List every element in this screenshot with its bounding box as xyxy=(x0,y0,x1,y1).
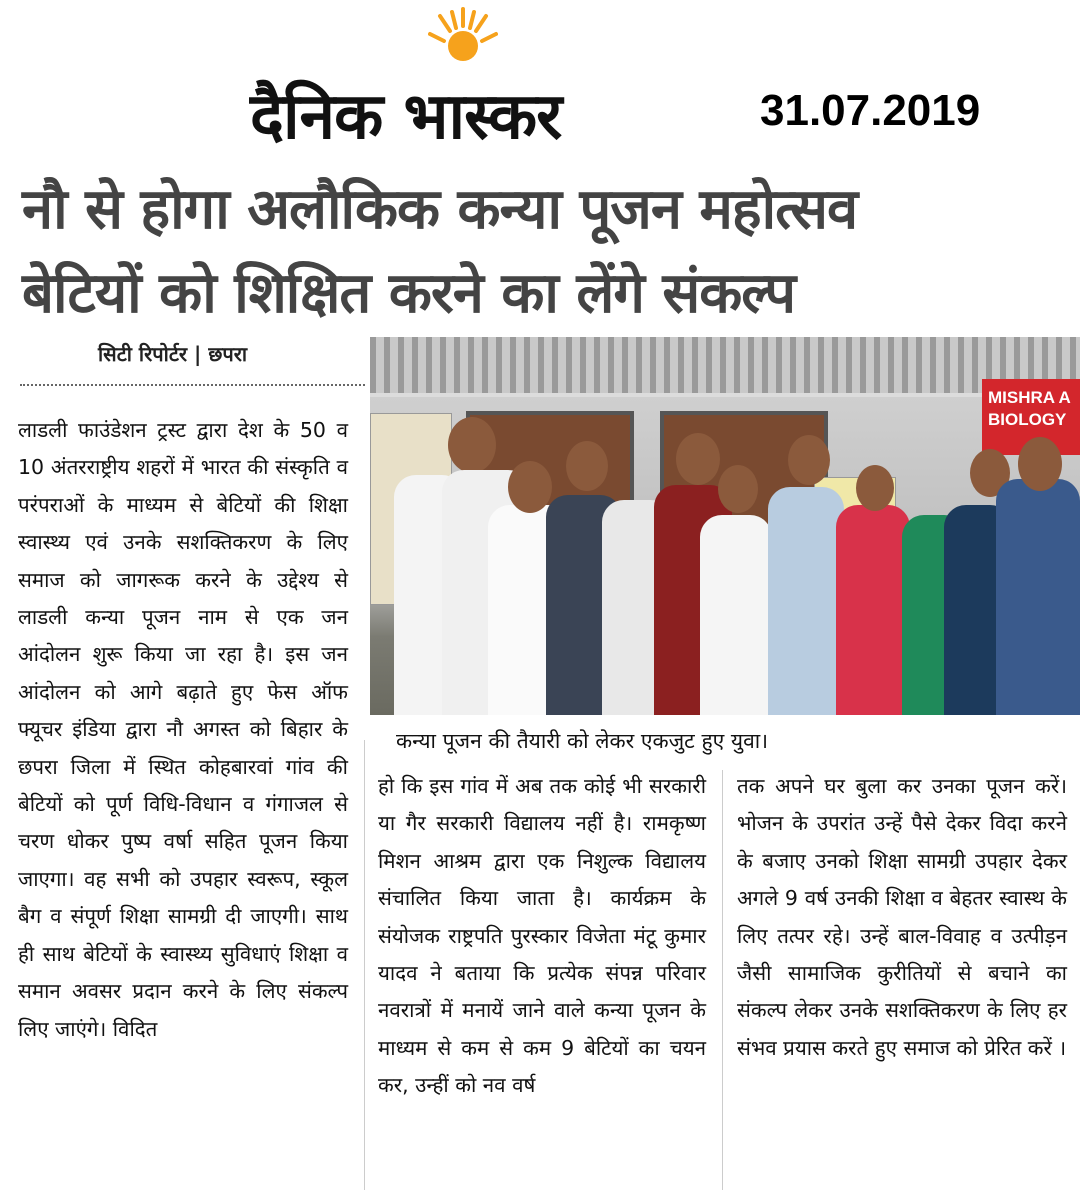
photo-person xyxy=(768,487,844,715)
article-column-2: हो कि इस गांव में अब तक कोई भी सरकारी या गैर सरकारी विद्यालय नहीं है। रामकृष्ण मिशन आश्रम द्वारा एक निशुल्क विद्यालय संचालित किया जाता है। कार्यक्रम के संयोजक राष्ट्रपति पुरस्कार विजेता मंटू कुमार यादव ने बताया कि प्रत्येक संपन्न परिवार नवरात्रों में मनायें जाने वाले कन्या पूजन के माध्यम से कम से कम 9 बेटियों का चयन कर, उन्हीं को नव वर्ष xyxy=(378,774,706,1098)
masthead xyxy=(0,0,1080,160)
article-column-3: तक अपने घर बुला कर उनका पूजन करें। भोजन के उपरांत उन्हें पैसे देकर विदा करने के बजाए उनको शिक्षा सामग्री उपहार देकर अगले 9 वर्ष उनकी शिक्षा व बेहतर स्वास्थ के लिए तत्पर रहे। उन्हें बाल-विवाह व उत्पीड़न जैसी सामाजिक कुरीतियों से बचाने का संकल्प लेकर उनके सशक्तिकरण के लिए हर संभव प्रयास करते हुए समाज को प्रेरित करें । xyxy=(737,774,1067,1060)
photo-person-head xyxy=(718,465,758,513)
byline-divider xyxy=(20,384,365,386)
photo-person-head xyxy=(1018,437,1062,491)
publication-date: 31.07.2019 xyxy=(760,86,981,135)
news-photo xyxy=(370,337,1080,715)
photo-person-head xyxy=(676,433,720,485)
photo-person xyxy=(836,505,910,715)
photo-sign: MISHRA A BIOLOGY xyxy=(982,379,1080,455)
photo-person-head xyxy=(448,417,496,473)
article-column-1: लाडली फाउंडेशन ट्रस्ट द्वारा देश के 50 व 10 अंतरराष्ट्रीय शहरों में भारत की संस्कृति व परंपराओं के माध्यम से बेटियों की शिक्षा स्वास्थ्य एवं उनके सशक्तिकरण के लिए समाज को जागरूक करने के उद्देश्य से लाडली कन्या पूजन नाम से एक जन आंदोलन शुरू किया जा रहा है। इस जन आंदोलन को आगे बढ़ाते हुए फेस ऑफ फ्यूचर इंडिया द्वारा नौ अगस्त को बिहार के छपरा जिला में स्थित कोहबारवां गांव की बेटियों को पूर्ण विधि-विधान व गंगाजल से चरण धोकर पुष्प वर्षा सहित पूजन किया जाएगा। वह सभी को उपहार स्वरूप, स्कूल बैग व संपूर्ण शिक्षा सामग्री दी जाएगी। साथ ही साथ बेटियों के स्वास्थ्य सुविधाएं शिक्षा व समान अवसर प्रदान करने के लिए संकल्प लिए जाएंगे। विदित xyxy=(18,418,348,1041)
photo-person xyxy=(700,515,772,715)
column-divider xyxy=(722,770,723,1190)
headline xyxy=(22,168,1062,336)
sun-logo-icon xyxy=(428,6,498,68)
byline: सिटी रिपोर्टर | छपरा xyxy=(98,342,248,366)
column-divider xyxy=(364,740,365,1190)
photo-person-head xyxy=(508,461,552,513)
photo-person xyxy=(996,479,1080,715)
photo-person-head xyxy=(856,465,894,511)
photo-person-head xyxy=(788,435,830,485)
photo-roof xyxy=(370,337,1080,393)
headline-line-1: नौ से होगा अलौकिक कन्या पूजन महोत्सव xyxy=(22,177,858,242)
photo-caption: कन्या पूजन की तैयारी को लेकर एकजुट हुए युवा। xyxy=(396,729,769,753)
headline-line-2: बेटियों को शिक्षित करने का लेंगे संकल्प xyxy=(22,261,796,326)
newspaper-logo: दैनिक भास्कर xyxy=(250,80,562,154)
photo-person-head xyxy=(566,441,608,491)
